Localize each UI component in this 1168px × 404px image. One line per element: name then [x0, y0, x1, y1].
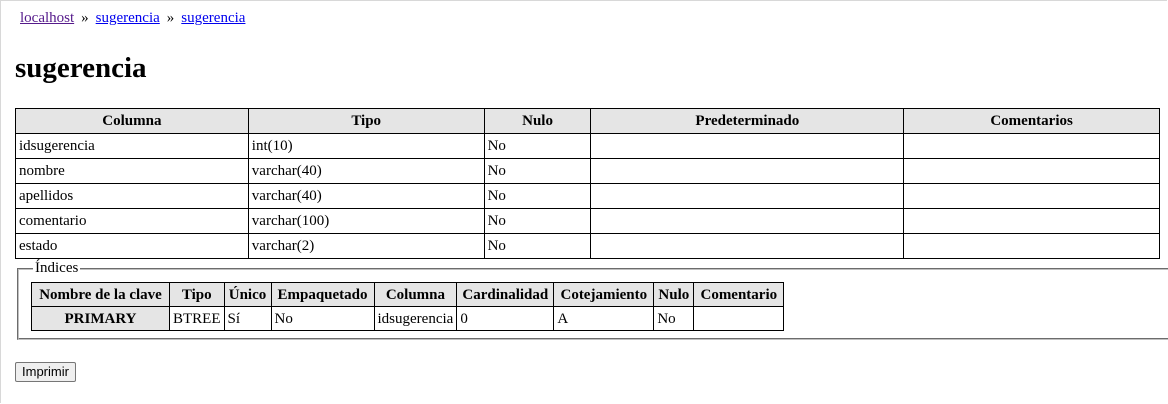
idx-cell-tipo: BTREE [170, 307, 225, 331]
breadcrumb-link-database[interactable]: sugerencia [95, 10, 160, 26]
table-row [16, 184, 1160, 209]
idx-header-cotejamiento: Cotejamiento [554, 283, 654, 307]
indexes-legend: Índices [35, 260, 79, 276]
cell-nulo: No [484, 159, 591, 184]
col-header-columna: Columna [16, 109, 249, 134]
table-row [16, 234, 1160, 259]
cell-predeterminado [591, 184, 904, 209]
col-header-predeterminado: Predeterminado [591, 109, 904, 134]
cell-comentarios [904, 184, 1160, 209]
cell-comentarios [904, 134, 1160, 159]
cell-nulo: No [484, 234, 591, 259]
idx-cell-nulo: No [654, 307, 694, 331]
idx-header-comentario: Comentario [694, 283, 784, 307]
indexes-table [31, 282, 784, 331]
idx-cell-cardinalidad: 0 [457, 307, 554, 331]
cell-nulo: No [484, 134, 591, 159]
indexes-fieldset [17, 260, 1168, 340]
idx-cell-empaquetado: No [271, 307, 374, 331]
breadcrumb-link-server[interactable]: localhost [20, 10, 75, 26]
idx-header-columna: Columna [374, 283, 457, 307]
cell-tipo: varchar(40) [248, 159, 484, 184]
idx-header-empaquetado: Empaquetado [271, 283, 374, 307]
breadcrumb [20, 10, 245, 27]
idx-cell-columna: idsugerencia [374, 307, 457, 331]
idx-cell-nombre-clave: PRIMARY [32, 307, 170, 331]
table-row [16, 159, 1160, 184]
print-button[interactable]: Imprimir [15, 362, 76, 382]
idx-header-nombre-clave: Nombre de la clave [32, 283, 170, 307]
cell-predeterminado [591, 159, 904, 184]
cell-columna: comentario [16, 209, 249, 234]
columns-table [15, 108, 1160, 259]
cell-columna: idsugerencia [16, 134, 249, 159]
cell-comentarios [904, 159, 1160, 184]
col-header-nulo: Nulo [484, 109, 591, 134]
cell-predeterminado [591, 134, 904, 159]
cell-comentarios [904, 234, 1160, 259]
table-row [16, 134, 1160, 159]
cell-predeterminado [591, 234, 904, 259]
cell-nulo: No [484, 209, 591, 234]
table-row [32, 307, 784, 331]
breadcrumb-link-table[interactable]: sugerencia [181, 10, 246, 26]
cell-nulo: No [484, 184, 591, 209]
idx-header-unico: Único [224, 283, 271, 307]
cell-columna: estado [16, 234, 249, 259]
idx-cell-unico: Sí [224, 307, 271, 331]
cell-tipo: varchar(2) [248, 234, 484, 259]
cell-tipo: varchar(40) [248, 184, 484, 209]
idx-cell-cotejamiento: A [554, 307, 654, 331]
cell-tipo: int(10) [248, 134, 484, 159]
indexes-header-row [32, 283, 784, 307]
cell-columna: nombre [16, 159, 249, 184]
idx-header-nulo: Nulo [654, 283, 694, 307]
idx-header-tipo: Tipo [170, 283, 225, 307]
table-row [16, 209, 1160, 234]
cell-comentarios [904, 209, 1160, 234]
idx-header-cardinalidad: Cardinalidad [457, 283, 554, 307]
cell-columna: apellidos [16, 184, 249, 209]
col-header-comentarios: Comentarios [904, 109, 1160, 134]
cell-tipo: varchar(100) [248, 209, 484, 234]
page-title: sugerencia [15, 52, 147, 84]
columns-header-row [16, 109, 1160, 134]
idx-cell-comentario [694, 307, 784, 331]
breadcrumb-separator: » [166, 10, 175, 26]
col-header-tipo: Tipo [248, 109, 484, 134]
breadcrumb-separator: » [81, 10, 89, 26]
cell-predeterminado [591, 209, 904, 234]
